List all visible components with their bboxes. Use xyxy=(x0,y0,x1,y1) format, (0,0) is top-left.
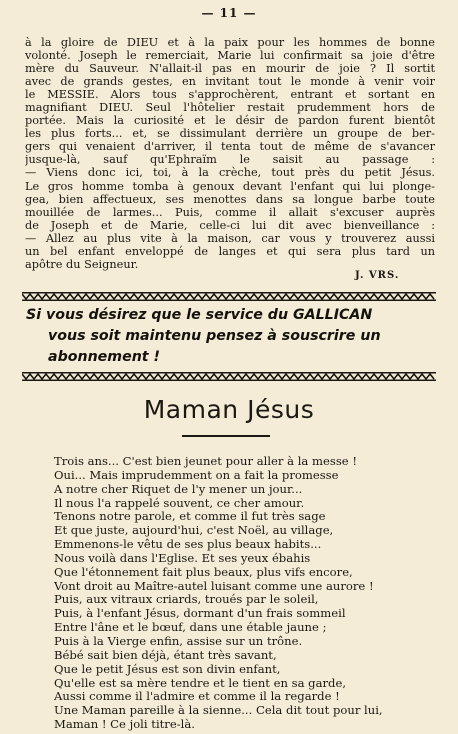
prose-line: mouillée de larmes... Puis, comme il allait s'excuser auprès xyxy=(25,205,435,219)
poem-verse: Maman ! Ce joli titre-là. xyxy=(54,717,195,732)
poem-verse: Une Maman pareille à la sienne... Cela dit tout pour lui, xyxy=(54,703,383,718)
poem-verse: Oui... Mais imprudemment on a fait la promesse xyxy=(54,467,339,482)
title-underline xyxy=(182,435,270,437)
poem-verse: Entre l'âne et le bœuf, dans une étable jaune ; xyxy=(54,620,327,635)
poem-verses xyxy=(54,455,439,732)
prose-line: Le gros homme tomba à genoux devant l'enfant qui lui plonge- xyxy=(25,179,435,193)
poem-verse: Emmenons-le vêtu de ses plus beaux habits... xyxy=(54,537,322,552)
poem-verse: Aussi comme il l'admire et comme il la regarde ! xyxy=(54,689,340,704)
subscription-notice xyxy=(26,305,436,368)
poem-verse: Trois ans... C'est bien jeunet pour aller à la messe ! xyxy=(54,454,357,468)
poem-verse: Puis à la Vierge enfin, assise sur un trône. xyxy=(54,633,303,648)
notice-line-1: Si vous désirez que le service du GALLICAN xyxy=(26,307,373,323)
prose-line: magnifiant DIEU. Seul l'hôtelier restait prudemment hors de xyxy=(25,101,435,115)
prose-line: — Viens donc ici, toi, à la crèche, tout près du petit Jésus. xyxy=(25,166,435,180)
prose-line: mère du Sauveur. N'allait-il pas en mourir de joie ? Il sortit xyxy=(25,62,435,76)
prose-line: à la gloire de DIEU et à la paix pour les hommes de bonne xyxy=(25,36,435,49)
poem-verse: Puis, aux vitraux criards, troués par le soleil, xyxy=(54,592,319,607)
poem-verse: Qu'elle est sa mère tendre et le tient en sa garde, xyxy=(54,675,347,690)
prose-line: jusque-là, sauf qu'Ephraïm le saisit au passage : xyxy=(25,153,435,167)
poem-verse: Il nous l'a rappelé souvent, ce cher amour. xyxy=(54,495,305,510)
prose-line: portée. Mais la curiosité et le désir de pardon furent bientôt xyxy=(25,114,435,128)
prose-line: gea, bien affectueux, ses menottes dans sa longue barbe toute xyxy=(25,192,435,206)
poem-verse: Tenons notre parole, et comme il fut très sage xyxy=(54,509,326,524)
poem-verse: Et que juste, aujourd'hui, c'est Noël, au village, xyxy=(54,523,334,538)
prose-line: les plus forts... et, se dissimulant derrière un groupe de ber- xyxy=(25,127,435,141)
poem-verse: Que l'étonnement fait plus beaux, plus vifs encore, xyxy=(54,564,353,579)
zigzag-divider-bottom xyxy=(22,372,436,381)
notice-line-2: vous soit maintenu pensez à souscrire un xyxy=(48,328,381,344)
author-signature: J. VRS. xyxy=(355,270,400,281)
prose-line: le MESSIE. Alors tous s'approchèrent, entrant et sortant en xyxy=(25,88,435,102)
prose-line: de Joseph et de Marie, celle-ci lui dit avec bienveillance : xyxy=(25,218,435,232)
prose-line: volonté. Joseph le remerciait, Marie lui confirmait sa joie d'être xyxy=(25,49,435,63)
prose-line: — Allez au plus vite à la maison, car vous y trouverez aussi xyxy=(25,231,435,245)
poem-title: Maman Jésus xyxy=(143,395,315,424)
prose-line: gers qui venaient d'arriver, il tenta tout de même de s'avancer xyxy=(25,140,435,154)
poem-verse: Nous voilà dans l'Eglise. Et ses yeux ébahis xyxy=(54,550,311,565)
prose-line: avec de grands gestes, en invitant tout le monde à venir voir xyxy=(25,75,435,89)
notice-line-3: abonnement ! xyxy=(48,349,160,365)
poem-verse: Que le petit Jésus est son divin enfant, xyxy=(54,661,281,676)
story-text xyxy=(25,36,435,271)
poem-verse: Puis, à l'enfant Jésus, dormant d'un frais sommeil xyxy=(54,606,346,621)
zigzag-divider-top xyxy=(22,292,436,301)
poem-verse: Bébé sait bien déjà, étant très savant, xyxy=(54,647,277,662)
poem-verse: Vont droit au Maître-autel luisant comme une aurore ! xyxy=(54,578,374,593)
poem-verse: A notre cher Riquet de l'y mener un jour... xyxy=(54,481,303,496)
page-number: — 11 — xyxy=(201,6,257,20)
prose-line: apôtre du Seigneur. xyxy=(25,257,139,271)
prose-line: un bel enfant enveloppé de langes et qui sera plus tard un xyxy=(25,244,435,258)
